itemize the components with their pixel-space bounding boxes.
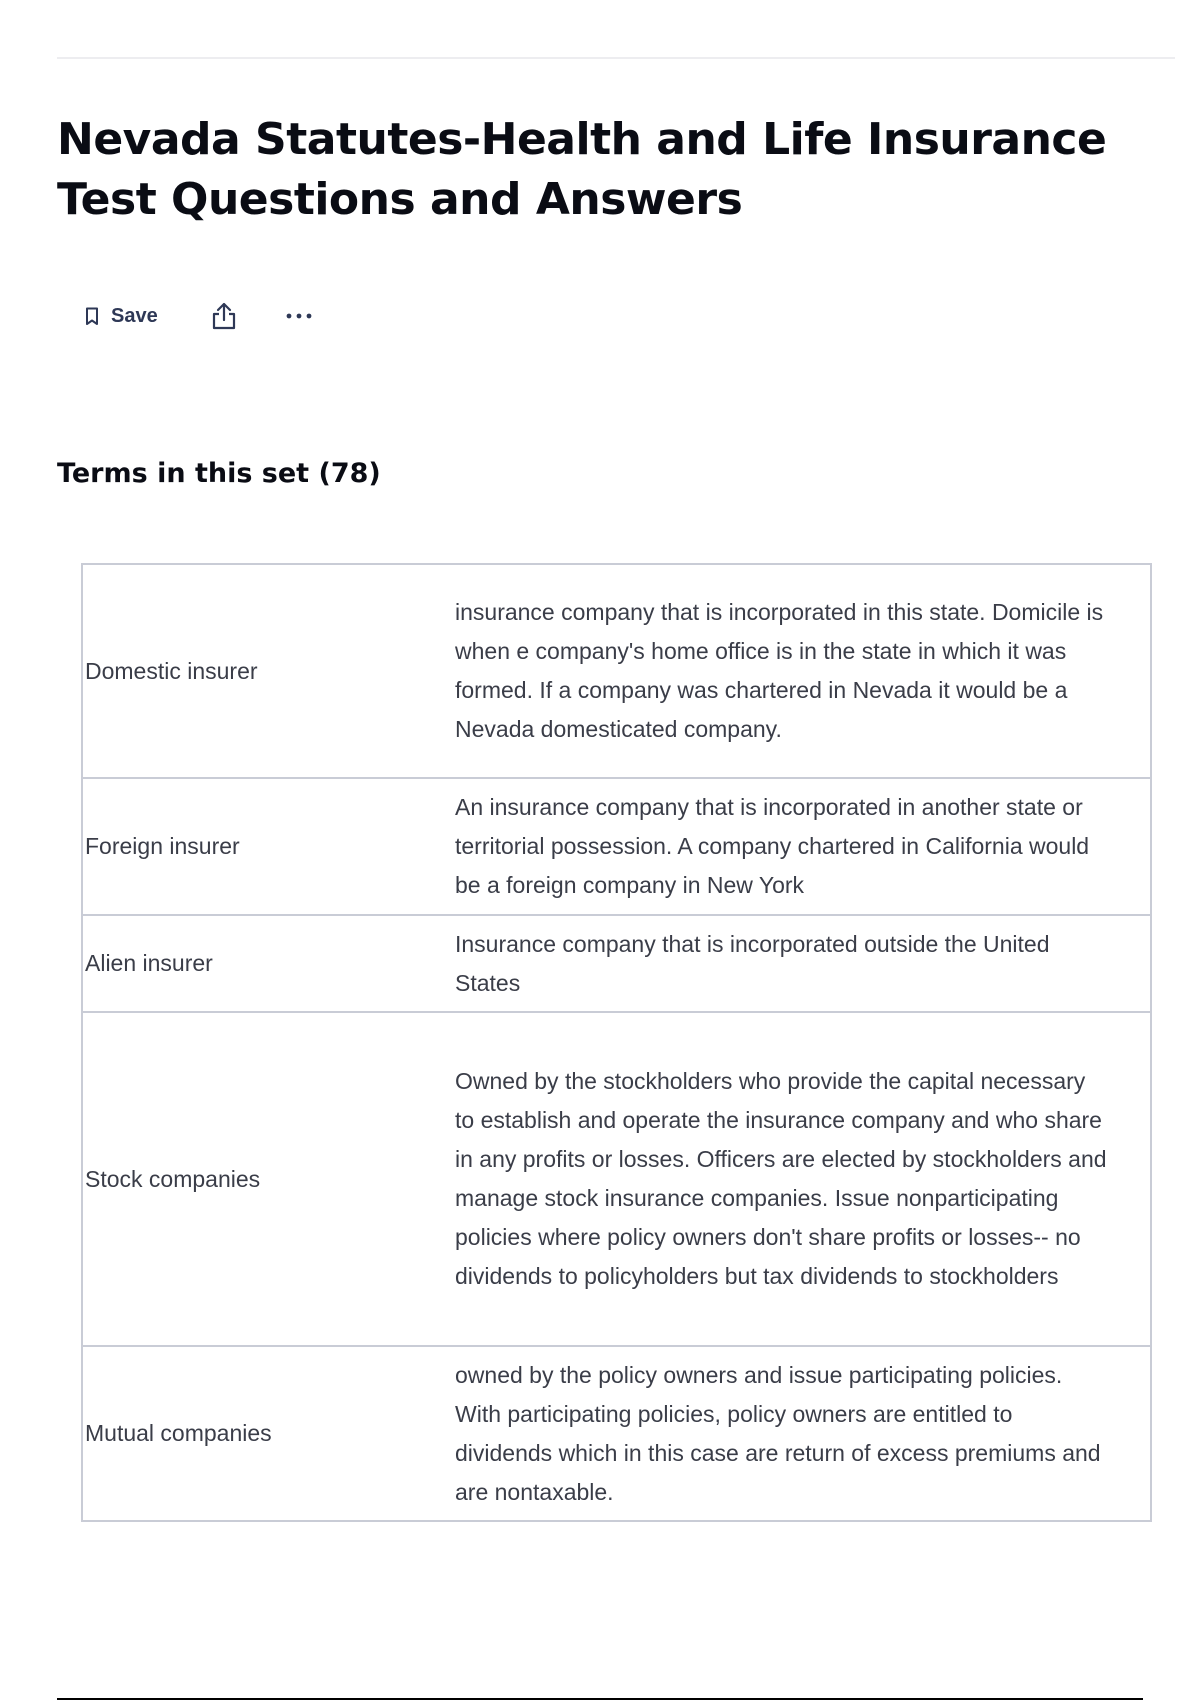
terms-heading: Terms in this set (78)	[57, 458, 381, 489]
save-button[interactable]	[85, 305, 158, 328]
definition-cell: An insurance company that is incorporated in another state or territorial possession. A company chartered in California would be a foreign company in New York	[405, 778, 1151, 915]
top-divider	[57, 57, 1175, 59]
page-title: Nevada Statutes-Health and Life Insurance Test Questions and Answers	[57, 114, 1107, 225]
bookmark-icon	[85, 307, 99, 326]
term-cell: Stock companies	[82, 1012, 405, 1346]
definition-cell: owned by the policy owners and issue participating policies. With participating policies, policy owners are entitled to dividends which in this case are return of excess premiums and are nontaxable.	[405, 1346, 1151, 1521]
set-toolbar	[85, 296, 314, 336]
term-row	[82, 1012, 1151, 1346]
share-icon	[210, 301, 238, 331]
term-row	[82, 1346, 1151, 1521]
definition-cell: insurance company that is incorporated in this state. Domicile is when e company's home office is in the state in which it was formed. If a company was chartered in Nevada it would be a Nevada domesticated company.	[405, 564, 1151, 778]
definition-cell: Owned by the stockholders who provide the capital necessary to establish and operate the insurance company and who share in any profits or losses. Officers are elected by stockholders and manage stock insurance companies. Issue nonparticipating policies where policy owners don't share profits or losses-- no dividends to policyholders but tax dividends to stockholders	[405, 1012, 1151, 1346]
term-row	[82, 778, 1151, 915]
term-cell: Alien insurer	[82, 915, 405, 1012]
save-label: Save	[111, 304, 158, 327]
more-options-button[interactable]	[284, 312, 314, 320]
term-cell: Mutual companies	[82, 1346, 405, 1521]
more-options-icon	[284, 312, 314, 320]
term-row	[82, 915, 1151, 1012]
term-cell: Domestic insurer	[82, 564, 405, 778]
definition-cell: Insurance company that is incorporated outside the United States	[405, 915, 1151, 1012]
term-row	[82, 564, 1151, 778]
term-cell: Foreign insurer	[82, 778, 405, 915]
terms-table	[81, 563, 1152, 1522]
share-button[interactable]	[210, 301, 238, 331]
